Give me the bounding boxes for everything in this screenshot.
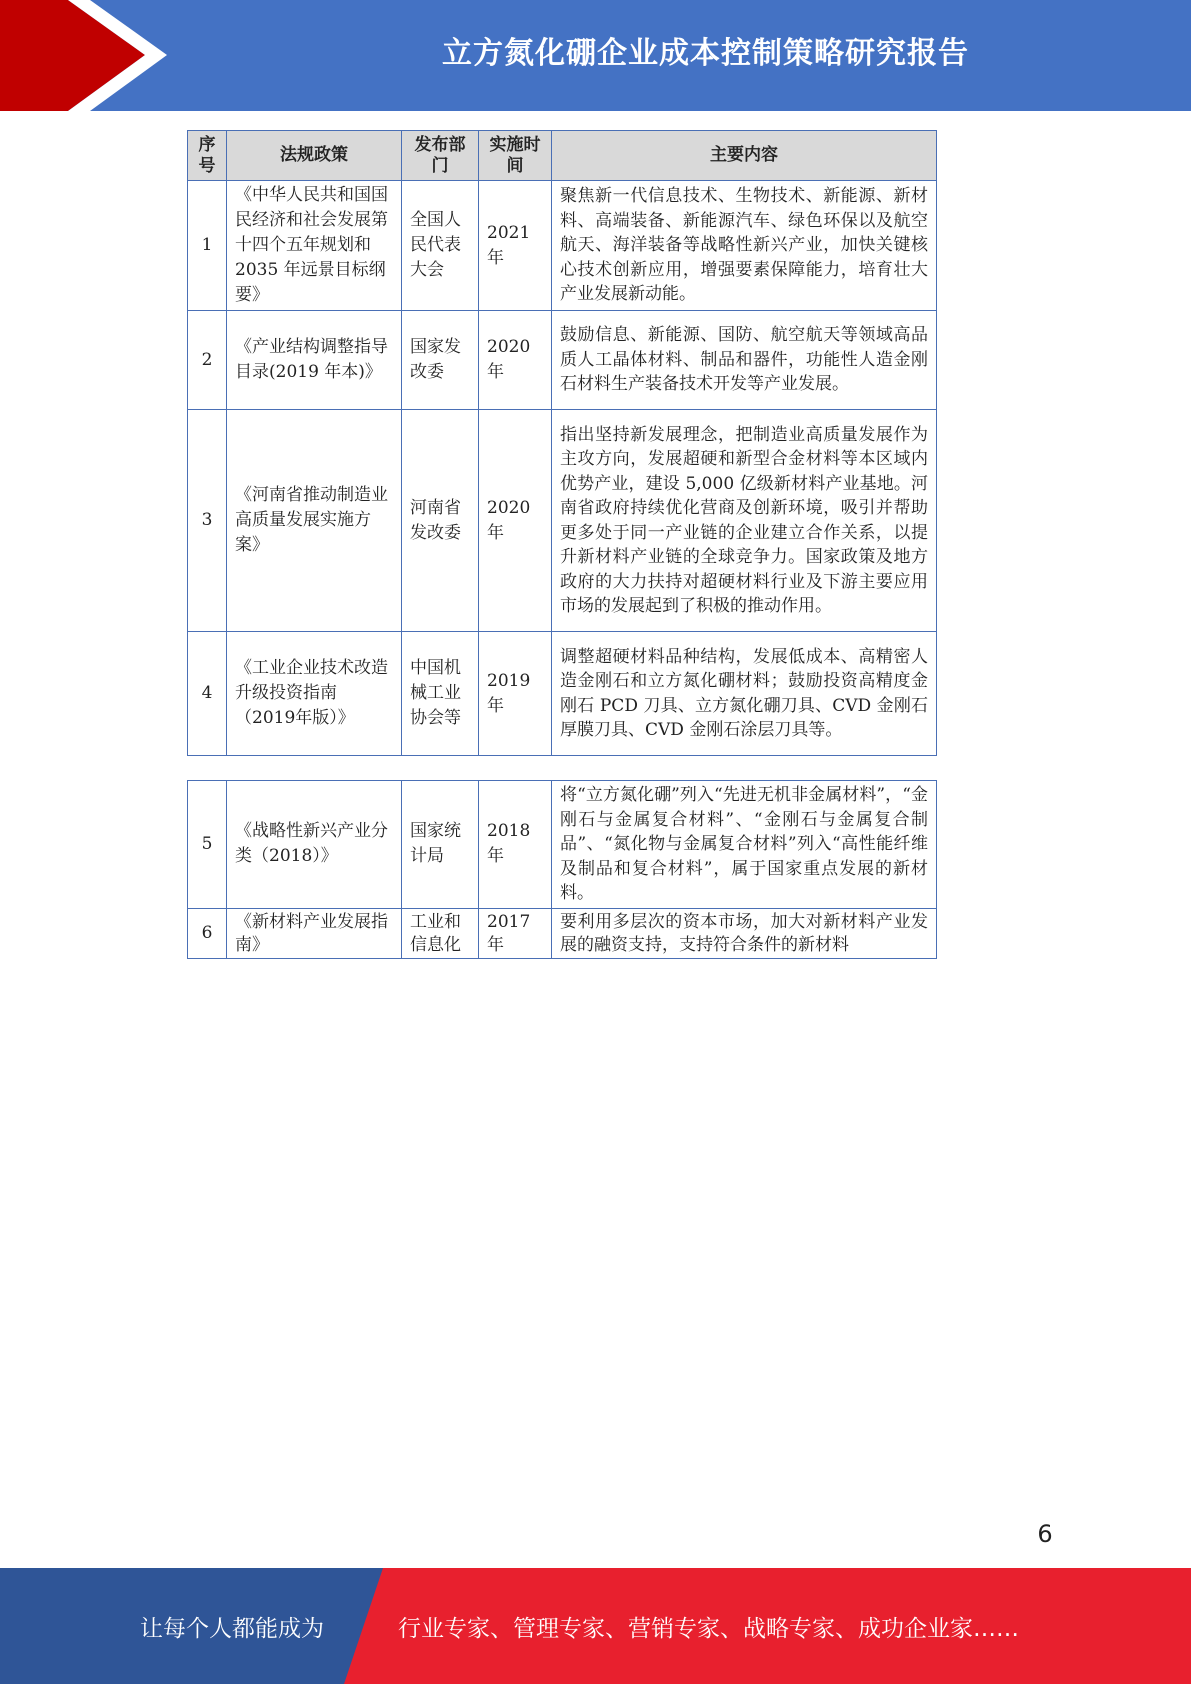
policy-table <box>187 130 937 756</box>
row-dept: 全国人民代表大会 <box>402 181 479 311</box>
header-dept: 发布部门 <box>402 131 479 181</box>
row-time: 2020年 <box>479 410 552 632</box>
row-dept: 工业和信息化 <box>402 908 479 958</box>
row-content: 鼓励信息、新能源、国防、航空航天等领域高品质人工晶体材料、制品和器件，功能性人造金刚石材料生产装备技术开发等产业发展。 <box>552 311 937 410</box>
row-law: 《战略性新兴产业分类（2018）》 <box>227 781 402 909</box>
table-row <box>188 311 937 410</box>
row-number: 6 <box>188 908 227 958</box>
row-law: 《河南省推动制造业高质量发展实施方案》 <box>227 410 402 632</box>
header-content: 主要内容 <box>552 131 937 181</box>
table-header-row <box>188 131 937 181</box>
row-dept: 中国机械工业协会等 <box>402 632 479 756</box>
row-law: 《新材料产业发展指南》 <box>227 908 402 958</box>
row-content: 要利用多层次的资本市场，加大对新材料产业发展的融资支持，支持符合条件的新材料 <box>552 908 937 958</box>
row-law: 《工业企业技术改造升级投资指南（2019年版）》 <box>227 632 402 756</box>
page-number: 6 <box>1037 1520 1053 1548</box>
row-number: 1 <box>188 181 227 311</box>
table-row <box>188 410 937 632</box>
row-number: 2 <box>188 311 227 410</box>
row-content: 聚焦新一代信息技术、生物技术、新能源、新材料、高端装备、新能源汽车、绿色环保以及航空航天、海洋装备等战略性新兴产业，加快关键核心技术创新应用，增强要素保障能力，培育壮大产业发展新动能。 <box>552 181 937 311</box>
table-row <box>188 181 937 311</box>
row-number: 4 <box>188 632 227 756</box>
footer-slogan-right: 行业专家、管理专家、营销专家、战略专家、成功企业家…… <box>398 1615 1019 1642</box>
table-row <box>188 908 937 958</box>
row-time: 2021年 <box>479 181 552 311</box>
page-header <box>0 0 1191 111</box>
row-dept: 国家发改委 <box>402 311 479 410</box>
report-title: 立方氮化硼企业成本控制策略研究报告 <box>442 36 969 71</box>
row-time: 2018年 <box>479 781 552 909</box>
row-dept: 河南省发改委 <box>402 410 479 632</box>
footer-slogan-left: 让每个人都能成为 <box>140 1615 324 1642</box>
table-row <box>188 632 937 756</box>
row-law: 《中华人民共和国国民经济和社会发展第十四个五年规划和 2035 年远景目标纲要》 <box>227 181 402 311</box>
row-time: 2017年 <box>479 908 552 958</box>
policy-table-continued <box>187 780 937 959</box>
row-time: 2020年 <box>479 311 552 410</box>
row-number: 5 <box>188 781 227 909</box>
row-content: 指出坚持新发展理念，把制造业高质量发展作为主攻方向，发展超硬和新型合金材料等本区域内优势产业，建设 5,000 亿级新材料产业基地。河南省政府持续优化营商及创新环境，吸引并帮助更多处于同一产业链的企业建立合作关系，以提升新材料产业链的全球竞争力。国家政策及地方政府的大力扶持对超硬材料行业及下游主要应用市场的发展起到了积极的推动作用。 <box>552 410 937 632</box>
row-content: 调整超硬材料品种结构，发展低成本、高精密人造金刚石和立方氮化硼材料；鼓励投资高精度金刚石 PCD 刀具、立方氮化硼刀具、CVD 金刚石厚膜刀具、CVD 金刚石涂层刀具等。 <box>552 632 937 756</box>
table-row <box>188 781 937 909</box>
header-law: 法规政策 <box>227 131 402 181</box>
header-time: 实施时间 <box>479 131 552 181</box>
page-footer <box>0 1568 1191 1684</box>
header-num: 序号 <box>188 131 227 181</box>
row-law: 《产业结构调整指导目录(2019 年本)》 <box>227 311 402 410</box>
row-number: 3 <box>188 410 227 632</box>
row-time: 2019年 <box>479 632 552 756</box>
row-content: 将“立方氮化硼”列入“先进无机非金属材料”，“金刚石与金属复合材料”、“金刚石与金属复合制品”、“氮化物与金属复合材料”列入“高性能纤维及制品和复合材料”，属于国家重点发展的新材料。 <box>552 781 937 909</box>
row-dept: 国家统计局 <box>402 781 479 909</box>
